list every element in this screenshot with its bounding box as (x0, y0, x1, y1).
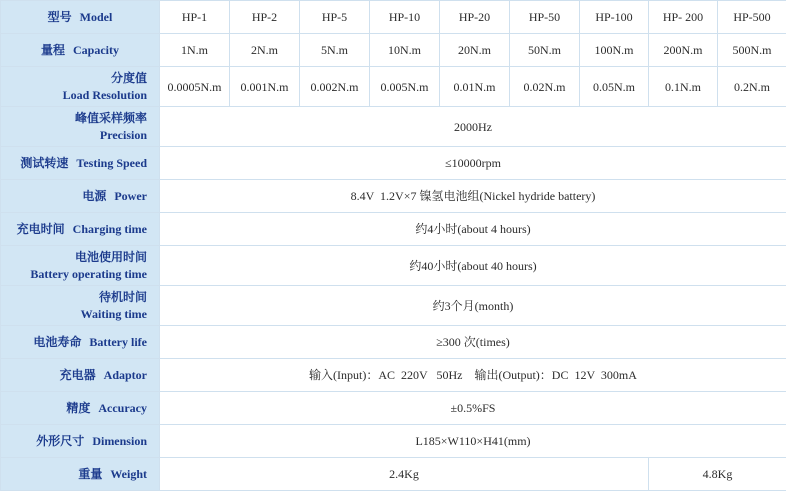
label-zh: 电池使用时间 (74, 249, 147, 264)
speed-value: ≤10000rpm (160, 147, 786, 180)
adaptor-value: 输入(Input)：AC 220V 50Hz 输出(Output)：DC 12V 300mA (160, 359, 786, 392)
label-waiting (1, 286, 160, 326)
label-en: Power (114, 188, 147, 203)
capacity-cell: 100N.m (580, 34, 649, 67)
label-zh: 峰值采样频率 (74, 110, 147, 125)
label-resolution (1, 67, 160, 107)
row-resolution (1, 67, 786, 107)
label-en: Dimension (92, 433, 147, 448)
label-en: Battery operating time (30, 266, 147, 281)
label-en: Charging time (72, 221, 147, 236)
row-accuracy (1, 392, 786, 425)
weight-value-a: 2.4Kg (160, 458, 649, 491)
label-battery-time (1, 246, 160, 286)
label-dimension (1, 425, 160, 458)
label-en: Model (79, 9, 113, 24)
row-capacity (1, 34, 786, 67)
model-cell: HP-5 (300, 1, 370, 34)
resolution-cell: 0.001N.m (230, 67, 300, 107)
model-cell: HP-500 (718, 1, 786, 34)
label-en: Capacity (73, 42, 119, 57)
label-zh: 电源 (82, 188, 107, 203)
capacity-cell: 2N.m (230, 34, 300, 67)
resolution-cell: 0.1N.m (649, 67, 718, 107)
row-dimension (1, 425, 786, 458)
power-value: 8.4V 1.2V×7 镍氢电池组(Nickel hydride battery) (160, 180, 786, 213)
row-weight (1, 458, 786, 491)
model-cell: HP-10 (370, 1, 440, 34)
resolution-cell: 0.05N.m (580, 67, 649, 107)
capacity-cell: 500N.m (718, 34, 786, 67)
label-weight (1, 458, 160, 491)
label-en: Precision (99, 127, 147, 142)
battery-life-value: ≥300 次(times) (160, 326, 786, 359)
resolution-cell: 0.02N.m (510, 67, 580, 107)
capacity-cell: 200N.m (649, 34, 718, 67)
label-zh: 充电时间 (16, 221, 65, 236)
label-en: Accuracy (98, 400, 147, 415)
label-en: Weight (110, 466, 147, 481)
label-en: Load Resolution (62, 87, 147, 102)
label-battery-life (1, 326, 160, 359)
row-battery-time (1, 246, 786, 286)
dimension-value: L185×W110×H41(mm) (160, 425, 786, 458)
resolution-cell: 0.01N.m (440, 67, 510, 107)
label-zh: 分度值 (110, 70, 147, 85)
label-zh: 电池寿命 (33, 334, 82, 349)
capacity-cell: 20N.m (440, 34, 510, 67)
resolution-cell: 0.0005N.m (160, 67, 230, 107)
label-zh: 型号 (47, 9, 72, 24)
label-zh: 外形尺寸 (36, 433, 85, 448)
label-power (1, 180, 160, 213)
resolution-cell: 0.002N.m (300, 67, 370, 107)
label-zh: 待机时间 (98, 289, 147, 304)
label-en: Waiting time (80, 306, 147, 321)
capacity-cell: 1N.m (160, 34, 230, 67)
label-en: Testing Speed (76, 155, 147, 170)
capacity-cell: 50N.m (510, 34, 580, 67)
label-accuracy (1, 392, 160, 425)
label-capacity (1, 34, 160, 67)
row-battery-life (1, 326, 786, 359)
label-precision (1, 107, 160, 147)
row-model (1, 1, 786, 34)
model-cell: HP-50 (510, 1, 580, 34)
label-zh: 精度 (66, 400, 91, 415)
battery-time-value: 约40小时(about 40 hours) (160, 246, 786, 286)
label-speed (1, 147, 160, 180)
row-charging (1, 213, 786, 246)
label-en: Battery life (89, 334, 147, 349)
row-power (1, 180, 786, 213)
row-adaptor (1, 359, 786, 392)
weight-value-b: 4.8Kg (649, 458, 786, 491)
capacity-cell: 10N.m (370, 34, 440, 67)
label-zh: 重量 (78, 466, 103, 481)
resolution-cell: 0.2N.m (718, 67, 786, 107)
model-cell: HP-100 (580, 1, 649, 34)
capacity-cell: 5N.m (300, 34, 370, 67)
charging-value: 约4小时(about 4 hours) (160, 213, 786, 246)
model-cell: HP- 200 (649, 1, 718, 34)
row-precision (1, 107, 786, 147)
label-adaptor (1, 359, 160, 392)
row-waiting (1, 286, 786, 326)
waiting-value: 约3个月(month) (160, 286, 786, 326)
resolution-cell: 0.005N.m (370, 67, 440, 107)
label-zh: 量程 (40, 42, 65, 57)
model-cell: HP-20 (440, 1, 510, 34)
label-model (1, 1, 160, 34)
model-cell: HP-2 (230, 1, 300, 34)
model-cell: HP-1 (160, 1, 230, 34)
precision-value: 2000Hz (160, 107, 786, 147)
label-zh: 测试转速 (20, 155, 69, 170)
label-charging (1, 213, 160, 246)
row-speed (1, 147, 786, 180)
accuracy-value: ±0.5%FS (160, 392, 786, 425)
label-zh: 充电器 (59, 367, 96, 382)
label-en: Adaptor (103, 367, 147, 382)
